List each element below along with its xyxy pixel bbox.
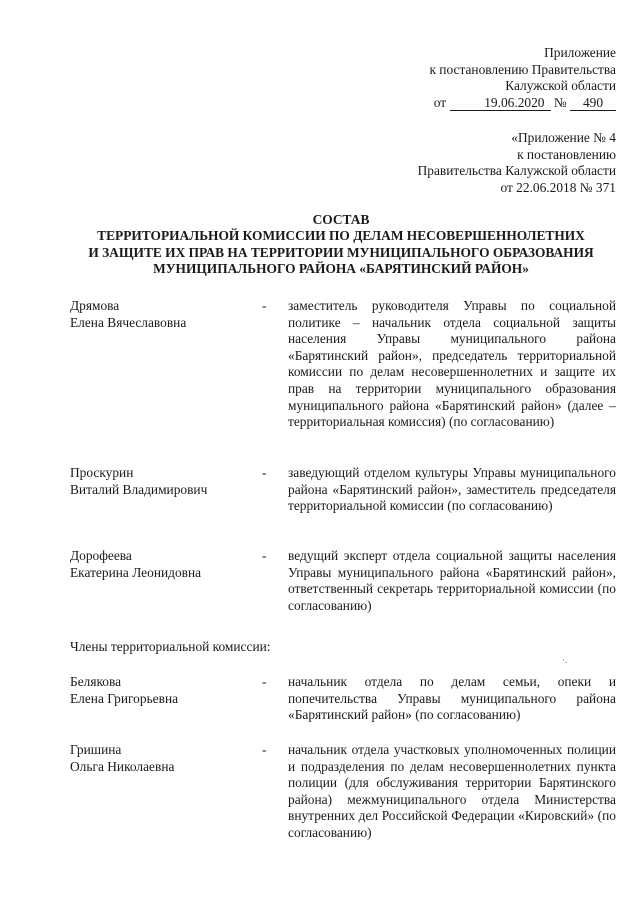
scan-mark: ·. [562, 655, 568, 665]
member-dash: - [262, 674, 267, 689]
member-name [70, 742, 260, 775]
member-name [70, 674, 260, 707]
member-role: ведущий эксперт отдела социальной защиты населения Управы муниципального района «Барятинский район», ответственный секретарь территориальной комиссии (по согласованию) [288, 548, 616, 613]
member-name [70, 548, 260, 581]
members-heading: Члены территориальной комиссии: [70, 639, 271, 654]
member-role: заведующий отделом культуры Управы муниципального района «Барятинский район», заместитель председателя территориальной комиссии (по согласованию) [288, 465, 616, 514]
member-role: заместитель руководителя Управы по социальной политике – начальник отдела социальной защиты населения Управы муниципального района «Барятинский район», председатель территориальной комиссии по делам несовершеннолетних и защите их прав на территории муниципального образования муниципального района «Барятинский район» (далее – территориальная комиссия) (по согласованию) [288, 298, 616, 430]
appendix-line: Приложение [544, 45, 616, 60]
member-name [70, 298, 260, 331]
document-title [56, 212, 626, 278]
appendix-date-line [380, 95, 616, 112]
member-dash: - [262, 465, 267, 480]
appendix-line: Правительства Калужской области [417, 163, 616, 179]
member-dash: - [262, 548, 267, 563]
appendix-line: от 22.06.2018 № 371 [500, 179, 616, 195]
member-given-name: Виталий Владимирович [70, 481, 208, 497]
number-label: № [553, 94, 567, 110]
member-name [70, 465, 260, 498]
member-role: начальник отдела участковых уполномоченных полиции и подразделения по делам несовершеннолетних пункта полиции (для обслуживания территории Барятинского района) межмуниципального отдела Министерства внутренних дел Российской Федерации «Кировский» (по согласованию) [288, 742, 616, 840]
member-given-name: Екатерина Леонидовна [70, 564, 202, 580]
member-surname: Проскурин [70, 465, 134, 480]
resolution-date: 19.06.2020 [450, 96, 551, 111]
title-line: МУНИЦИПАЛЬНОГО РАЙОНА «БАРЯТИНСКИЙ РАЙОН» [153, 261, 529, 277]
title-line: ТЕРРИТОРИАЛЬНОЙ КОМИССИИ ПО ДЕЛАМ НЕСОВЕРШЕННОЛЕТНИХ [97, 228, 585, 244]
member-surname: Белякова [70, 674, 122, 689]
appendix-line: к постановлению [517, 146, 616, 162]
member-surname: Дорофеева [70, 548, 132, 563]
title-line: СОСТАВ [312, 212, 370, 227]
member-surname: Гришина [70, 742, 122, 757]
member-surname: Дрямова [70, 298, 120, 313]
member-role: начальник отдела по делам семьи, опеки и попечительства Управы муниципального района «Барятинский район» (по согласованию) [288, 674, 616, 723]
title-line: И ЗАЩИТЕ ИХ ПРАВ НА ТЕРРИТОРИИ МУНИЦИПАЛЬНОГО ОБРАЗОВАНИЯ [88, 244, 594, 260]
from-label: от [433, 94, 447, 110]
appendix-current [380, 45, 616, 111]
resolution-number: 490 [570, 96, 616, 111]
member-given-name: Елена Вячеславовна [70, 314, 187, 330]
appendix-line: к постановлению Правительства [429, 61, 616, 77]
member-dash: - [262, 298, 267, 313]
appendix-line: «Приложение № 4 [511, 130, 616, 145]
appendix-original [380, 130, 616, 196]
member-dash: - [262, 742, 267, 757]
member-given-name: Елена Григорьевна [70, 690, 179, 706]
member-given-name: Ольга Николаевна [70, 758, 175, 774]
appendix-line: Калужской области [505, 78, 616, 94]
